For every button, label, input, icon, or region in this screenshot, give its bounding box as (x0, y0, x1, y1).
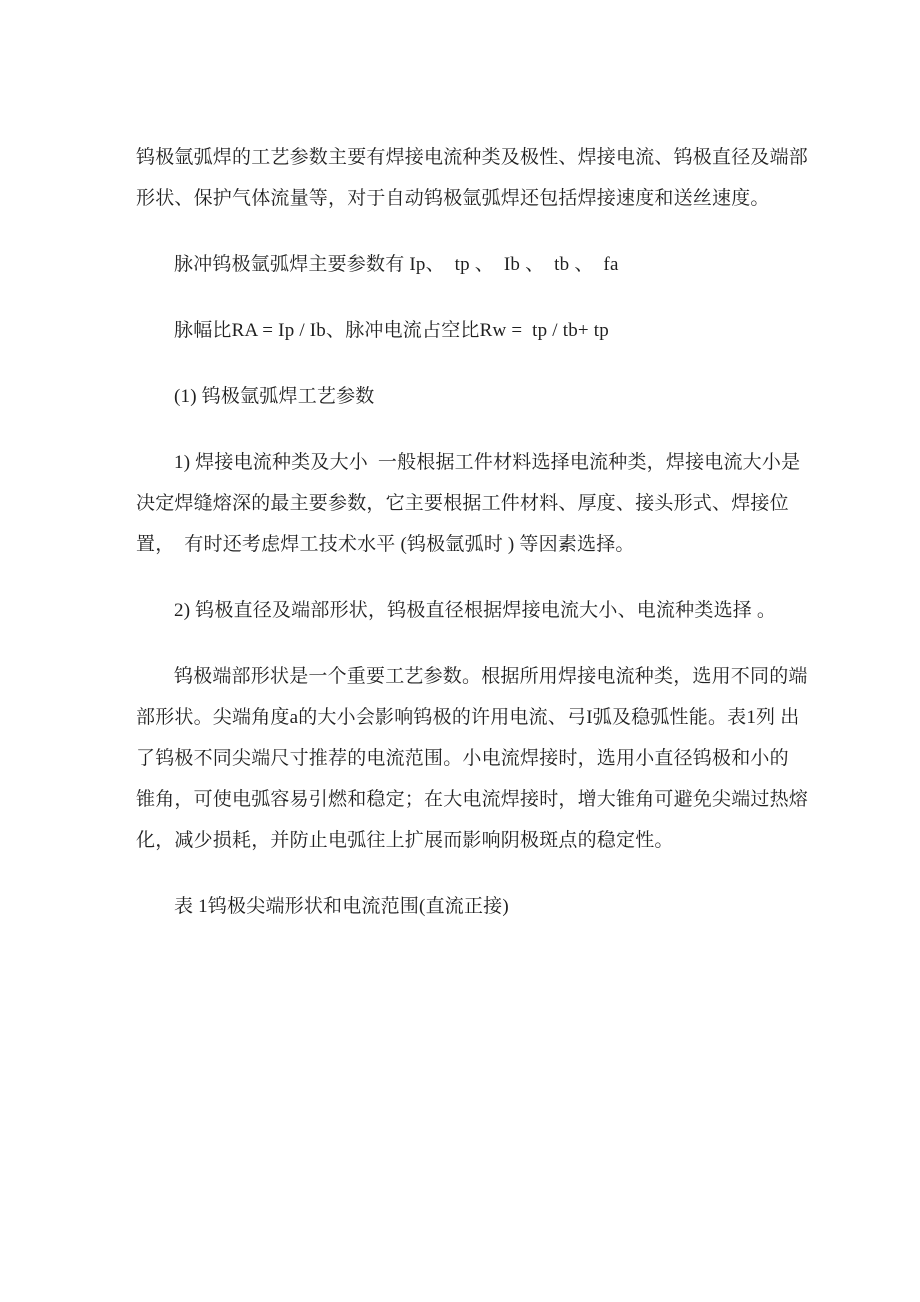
text-line: 了钨极不同尖端尺寸推荐的电流范围。小电流焊接时，选用小直径钨极和小的 (136, 748, 789, 769)
text-line: (1) 钨极氩弧焊工艺参数 (174, 386, 375, 407)
paragraph (136, 590, 784, 631)
document-body (136, 137, 809, 952)
paragraph (136, 376, 784, 417)
text-line: 钨极端部形状是一个重要工艺参数。根据所用焊接电流种类，选用不同的端 (174, 666, 808, 687)
text-line: 锥角，可使电弧容易引燃和稳定；在大电流焊接时，增大锥角可避免尖端过热熔 (136, 789, 809, 810)
paragraph (136, 656, 809, 861)
text-line: 化，减少损耗，并防止电弧往上扩展而影响阴极斑点的稳定性。 (136, 830, 674, 851)
text-line: 1) 焊接电流种类及大小 一般根据工件材料选择电流种类，焊接电流大小是 (174, 452, 801, 473)
text-line: 表 1钨极尖端形状和电流范围(直流正接) (174, 896, 509, 917)
text-line: 置， 有时还考虑焊工技术水平 (钨极氩弧时 ) 等因素选择。 (136, 534, 635, 555)
text-line: 部形状。尖端角度a的大小会影响钨极的许用电流、弓I弧及稳弧性能。表1列 出 (136, 707, 800, 728)
text-line: 脉幅比RA = Ip / Ib、脉冲电流占空比Rw = tp / tb+ tp (174, 320, 609, 341)
paragraph (136, 244, 784, 285)
text-line: 钨极氩弧焊的工艺参数主要有焊接电流种类及极性、焊接电流、钨极直径及端部 (136, 147, 809, 168)
paragraph (136, 137, 809, 219)
text-line: 决定焊缝熔深的最主要参数，它主要根据工件材料、厚度、接头形式、焊接位 (136, 493, 789, 514)
paragraph (136, 310, 784, 351)
paragraph (136, 886, 784, 927)
text-line: 形状、保护气体流量等，对于自动钨极氩弧焊还包括焊接速度和送丝速度。 (136, 188, 770, 209)
paragraph (136, 442, 801, 565)
text-line: 脉冲钨极氩弧焊主要参数有 Ip、 tp 、 Ib 、 tb 、 fa (174, 254, 619, 275)
text-line: 2) 钨极直径及端部形状，钨极直径根据焊接电流大小、电流种类选择 。 (174, 600, 777, 621)
